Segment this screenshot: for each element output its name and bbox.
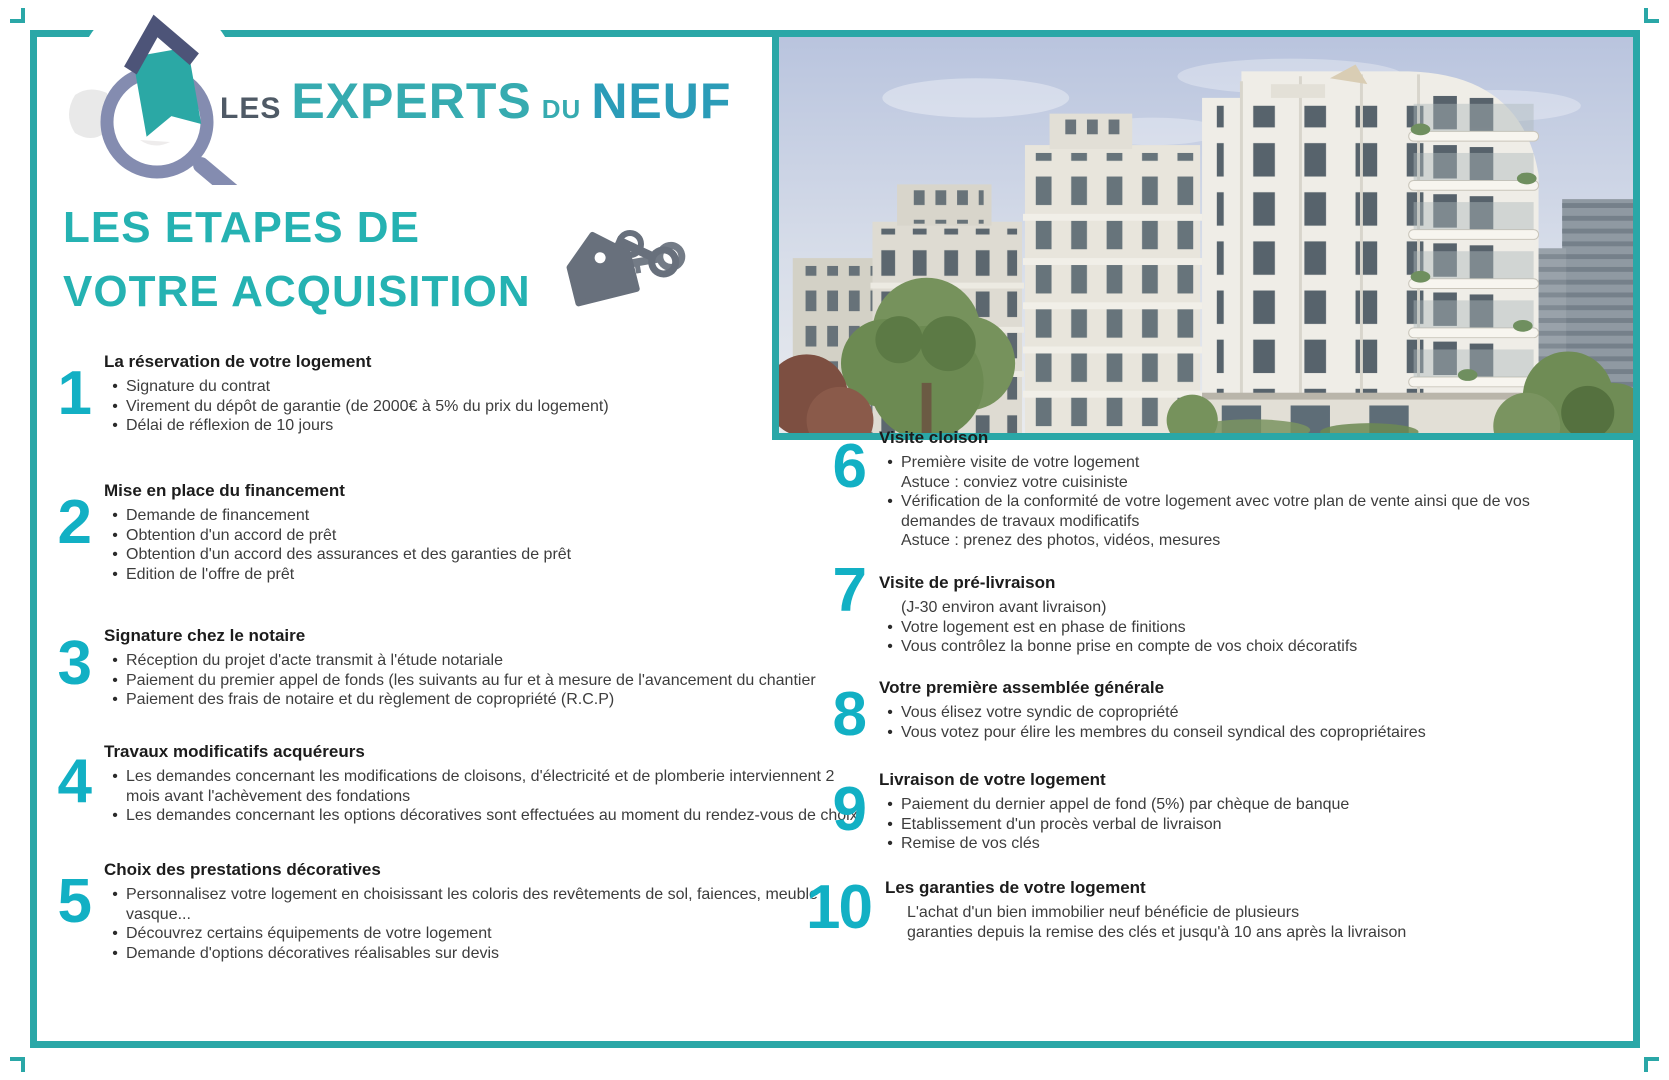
step-title: Visite cloison: [879, 428, 989, 447]
step-item-text: Paiement du premier appel de fonds (les suivants au fur et à mesure de l'avancement du chantier: [126, 671, 816, 689]
step-items: [879, 703, 1569, 742]
step-item-text: L'achat d'un bien immobilier neuf bénéficie de plusieurs: [906, 904, 1300, 921]
step-item: [879, 473, 1569, 493]
step-block: [820, 428, 1569, 551]
step-title: Visite de pré-livraison: [879, 573, 1056, 592]
step-block: [45, 352, 849, 436]
bullet-icon: •: [112, 944, 118, 962]
step-number: 3: [57, 629, 90, 698]
step-item-text: Remise de vos clés: [901, 835, 1040, 852]
step-items: [104, 885, 849, 963]
step-item: [879, 618, 1569, 638]
step-item-text: Les demandes concernant les options décoratives sont effectuées au moment du rendez-vous de choix: [126, 807, 858, 824]
step-item-text: Vous votez pour élire les membres du conseil syndical des copropriétaires: [901, 723, 1426, 741]
step-items: [104, 651, 864, 710]
step-number: 7: [832, 556, 865, 625]
bullet-icon: •: [112, 886, 118, 903]
step-item-text: Paiement des frais de notaire et du règlement de copropriété (R.C.P): [126, 691, 615, 708]
bullet-icon: •: [887, 704, 893, 721]
step-block: [820, 770, 1569, 854]
bullet-icon: •: [887, 618, 893, 636]
step-item-text: Astuce : conviez votre cuisiniste: [901, 473, 1128, 491]
step-item: [104, 651, 864, 671]
page-title-line2: VOTRE ACQUISITION: [63, 267, 531, 316]
step-number: 8: [832, 680, 865, 749]
step-item: [104, 377, 849, 397]
step-item-text: Astuce : prenez des photos, vidéos, mesures: [901, 532, 1221, 549]
step-item-text: Demande de financement: [126, 507, 310, 524]
step-items: [879, 795, 1569, 854]
step-item: [104, 767, 864, 806]
step-block: [820, 678, 1569, 749]
bullet-icon: •: [887, 723, 893, 741]
house-keychain-with-keys-icon: [556, 214, 686, 314]
step-item: [104, 885, 849, 924]
step-item-text: Etablissement d'un procès verbal de livraison: [901, 815, 1222, 833]
step-content: [879, 678, 1569, 742]
step-number: 10: [806, 873, 871, 942]
step-content: [104, 352, 849, 436]
step-item: [104, 397, 849, 417]
step-item: [104, 944, 849, 964]
page-title: [63, 196, 531, 324]
step-title: Mise en place du financement: [104, 481, 345, 500]
corner-bracket-icon: [1644, 1057, 1659, 1072]
step-item: [104, 924, 849, 944]
step-title: Livraison de votre logement: [879, 770, 1106, 789]
step-item: [879, 598, 1569, 618]
bullet-icon: •: [112, 526, 118, 544]
bullet-icon: •: [887, 835, 893, 852]
step-item-text: Demande d'options décoratives réalisables sur devis: [126, 944, 500, 962]
step-item: [879, 453, 1569, 473]
step-item: [879, 703, 1569, 723]
step-title: La réservation de votre logement: [104, 352, 372, 371]
step-items: [885, 903, 1575, 942]
step-block: [45, 481, 849, 584]
corner-bracket-icon: [1644, 8, 1659, 23]
step-item-text: Votre logement est en phase de finitions: [901, 618, 1186, 636]
step-content: [879, 428, 1569, 551]
step-item: [885, 903, 1575, 923]
bullet-icon: •: [112, 807, 118, 824]
step-item: [879, 834, 1569, 854]
bullet-icon: •: [112, 378, 118, 395]
bullet-icon: •: [887, 493, 893, 510]
brand-les: LES: [220, 92, 282, 125]
step-item-text: (J-30 environ avant livraison): [901, 599, 1107, 616]
step-item: [879, 795, 1569, 815]
step-item: [104, 416, 849, 436]
bullet-icon: •: [112, 397, 118, 415]
bullet-icon: •: [112, 652, 118, 669]
step-item-text: Obtention d'un accord de prêt: [126, 526, 337, 544]
step-item-text: Première visite de votre logement: [901, 454, 1140, 471]
step-title: Signature chez le notaire: [104, 626, 306, 645]
step-block: [806, 873, 1575, 942]
step-content: [879, 573, 1569, 657]
step-block: [45, 860, 849, 963]
bullet-icon: •: [112, 925, 118, 942]
step-item: [104, 671, 864, 691]
step-number: 5: [57, 867, 90, 936]
step-number: 9: [832, 775, 865, 844]
step-item-text: Obtention d'un accord des assurances et des garanties de prêt: [126, 546, 572, 563]
bullet-icon: •: [112, 507, 118, 524]
step-item: [104, 506, 849, 526]
step-number: 6: [832, 432, 865, 501]
step-title: Votre première assemblée générale: [879, 678, 1165, 697]
step-content: [104, 742, 864, 826]
step-item: [885, 923, 1575, 943]
step-content: [879, 770, 1569, 854]
step-item-text: garanties depuis la remise des clés et jusqu'à 10 ans après la livraison: [906, 923, 1407, 941]
building-illustration: [779, 37, 1633, 433]
bullet-icon: •: [887, 454, 893, 471]
step-items: [879, 598, 1569, 657]
step-number: 4: [57, 747, 90, 816]
bullet-icon: •: [887, 796, 893, 813]
step-item-text: Réception du projet d'acte transmit à l'étude notariale: [126, 652, 503, 669]
step-item-text: Personnalisez votre logement en choisissant les coloris des revêtements de sol, faiences, meuble vasque...: [126, 886, 818, 923]
step-item: [879, 492, 1569, 531]
step-content: [104, 626, 864, 710]
step-items: [879, 453, 1569, 551]
bullet-icon: •: [112, 671, 118, 689]
step-item-text: Vous élisez votre syndic de copropriété: [901, 704, 1179, 721]
bullet-icon: •: [112, 565, 118, 583]
step-items: [104, 767, 864, 826]
building-photo-image: [772, 30, 1640, 440]
step-item-text: Vérification de la conformité de votre logement avec votre plan de vente ainsi que de vos demandes de travaux modificatifs: [901, 493, 1530, 530]
step-item-text: Paiement du dernier appel de fond (5%) par chèque de banque: [901, 796, 1350, 813]
brand-wordmark: [220, 72, 731, 130]
step-item: [104, 690, 864, 710]
step-title: Choix des prestations décoratives: [104, 860, 381, 879]
step-content: [104, 481, 849, 584]
step-item-text: Virement du dépôt de garantie (de 2000€ à 5% du prix du logement): [126, 397, 609, 415]
step-item-text: Vous contrôlez la bonne prise en compte de vos choix décoratifs: [901, 638, 1358, 655]
bullet-icon: •: [112, 417, 118, 434]
step-content: [885, 878, 1575, 942]
step-title: Travaux modificatifs acquéreurs: [104, 742, 365, 761]
step-item: [879, 723, 1569, 743]
bullet-icon: •: [112, 768, 118, 785]
step-item: [104, 526, 849, 546]
page-title-line1: LES ETAPES DE: [63, 203, 420, 252]
step-items: [104, 377, 849, 436]
step-block: [45, 742, 864, 826]
corner-bracket-icon: [10, 8, 25, 23]
bullet-icon: •: [887, 815, 893, 833]
step-item: [104, 806, 864, 826]
step-item-text: Edition de l'offre de prêt: [126, 565, 295, 583]
step-item: [104, 545, 849, 565]
step-item: [104, 565, 849, 585]
step-item-text: Découvrez certains équipements de votre logement: [126, 925, 492, 942]
step-title: Les garanties de votre logement: [884, 878, 1146, 897]
brand-du: DU: [541, 94, 582, 124]
step-item-text: Signature du contrat: [126, 378, 271, 395]
step-items: [104, 506, 849, 584]
brand-neuf: NEUF: [591, 73, 732, 129]
corner-bracket-icon: [10, 1057, 25, 1072]
step-item-text: Les demandes concernant les modifications de cloisons, d'électricité et de plomberie interviennent 2 mois avant l'achèvement des fondations: [126, 768, 835, 805]
step-block: [45, 626, 864, 710]
step-item: [879, 531, 1569, 551]
bullet-icon: •: [112, 546, 118, 563]
step-item-text: Délai de réflexion de 10 jours: [126, 417, 334, 434]
step-number: 2: [57, 488, 90, 557]
brand-experts: EXPERTS: [291, 73, 532, 129]
step-item: [879, 637, 1569, 657]
step-number: 1: [57, 359, 90, 428]
bullet-icon: •: [112, 691, 118, 708]
bullet-icon: •: [887, 638, 893, 655]
step-content: [104, 860, 849, 963]
step-block: [820, 556, 1569, 657]
step-item: [879, 815, 1569, 835]
